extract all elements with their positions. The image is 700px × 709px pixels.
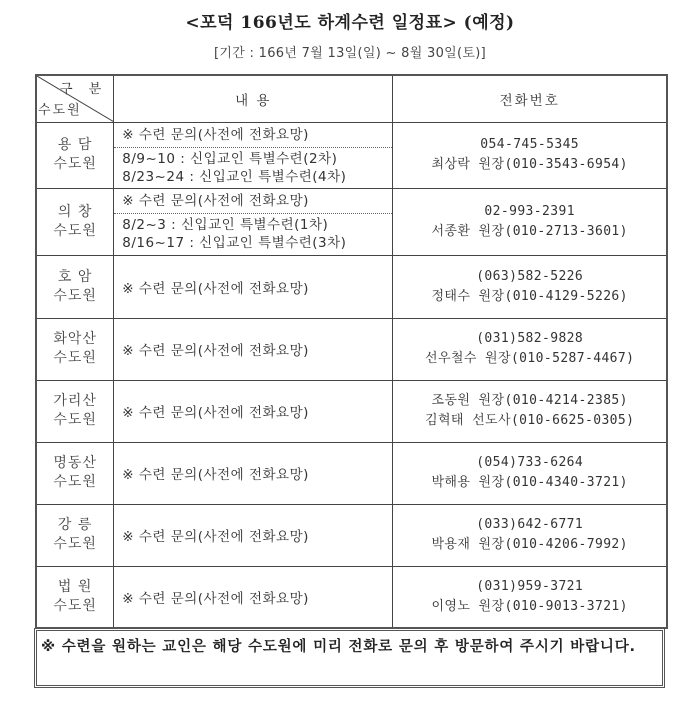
content-cell: ※ 수련 문의(사전에 전화요망) — [114, 442, 393, 504]
content-cell: ※ 수련 문의(사전에 전화요망) — [114, 566, 393, 628]
phone-cell: 조동원 원장(010-4214-2385) 김혁태 선도사(010-6625-0305) — [393, 380, 667, 442]
content-cell: ※ 수련 문의(사전에 전화요망) — [114, 504, 393, 566]
table-row — [36, 504, 667, 566]
phone-cell: (033)642-6771 박용재 원장(010-4206-7992) — [393, 504, 667, 566]
phone-cell: (063)582-5226 정태수 원장(010-4129-5226) — [393, 255, 667, 318]
monastery-name: 강 릉 수도원 — [36, 504, 114, 566]
phone-cell: (031)582-9828 선우철수 원장(010-5287-4467) — [393, 318, 667, 380]
table-row — [36, 442, 667, 504]
training-schedule: 8/9~10 : 신입교인 특별수련(2차) 8/23~24 : 신입교인 특별수련(4차) — [122, 150, 347, 185]
table-row — [36, 122, 667, 188]
monastery-name: 가리산 수도원 — [36, 380, 114, 442]
phone-cell: 054-745-5345 최상락 원장(010-3543-6954) — [393, 122, 667, 188]
header-content: 내 용 — [114, 75, 393, 122]
page-title: <포덕 166년도 하계수련 일정표> (예정) — [185, 13, 515, 33]
header-category-label: 구 분 — [59, 82, 108, 97]
phone-cell: 02-993-2391 서종환 원장(010-2713-3601) — [393, 188, 667, 255]
content-cell: ※ 수련 문의(사전에 전화요망) — [114, 380, 393, 442]
period-subtitle: [기간 : 166년 7월 13일(일) ~ 8월 30일(토)] — [214, 46, 486, 61]
header-phone: 전화번호 — [393, 75, 667, 122]
header-monastery-label: 수도원 — [38, 102, 82, 118]
inquiry-note: ※ 수련 문의(사전에 전화요망) — [114, 123, 392, 148]
content-cell — [114, 188, 393, 255]
table-row — [36, 566, 667, 628]
monastery-name: 의 창 수도원 — [36, 188, 114, 255]
table-row — [36, 188, 667, 255]
inquiry-note: ※ 수련 문의(사전에 전화요망) — [114, 189, 392, 214]
monastery-name: 명동산 수도원 — [36, 442, 114, 504]
table-row — [36, 255, 667, 318]
notice-box: ※ 수련을 원하는 교인은 해당 수도원에 미리 전화로 문의 후 방문하여 주시기 바랍니다. — [34, 628, 665, 688]
training-schedule: 8/2~3 : 신입교인 특별수련(1차) 8/16~17 : 신입교인 특별수련(3차) — [122, 217, 347, 251]
monastery-name: 법 원 수도원 — [36, 566, 114, 628]
content-cell — [114, 122, 393, 188]
content-cell: ※ 수련 문의(사전에 전화요망) — [114, 255, 393, 318]
table-row — [36, 380, 667, 442]
monastery-name: 호 암 수도원 — [36, 255, 114, 318]
header-diagonal-cell — [36, 75, 114, 122]
monastery-name: 화악산 수도원 — [36, 318, 114, 380]
phone-cell: (054)733-6264 박해용 원장(010-4340-3721) — [393, 442, 667, 504]
table-row — [36, 318, 667, 380]
monastery-name: 용 담 수도원 — [36, 122, 114, 188]
phone-cell: (031)959-3721 이영노 원장(010-9013-3721) — [393, 566, 667, 628]
schedule-table — [35, 74, 668, 629]
content-cell: ※ 수련 문의(사전에 전화요망) — [114, 318, 393, 380]
header-row — [36, 75, 667, 122]
